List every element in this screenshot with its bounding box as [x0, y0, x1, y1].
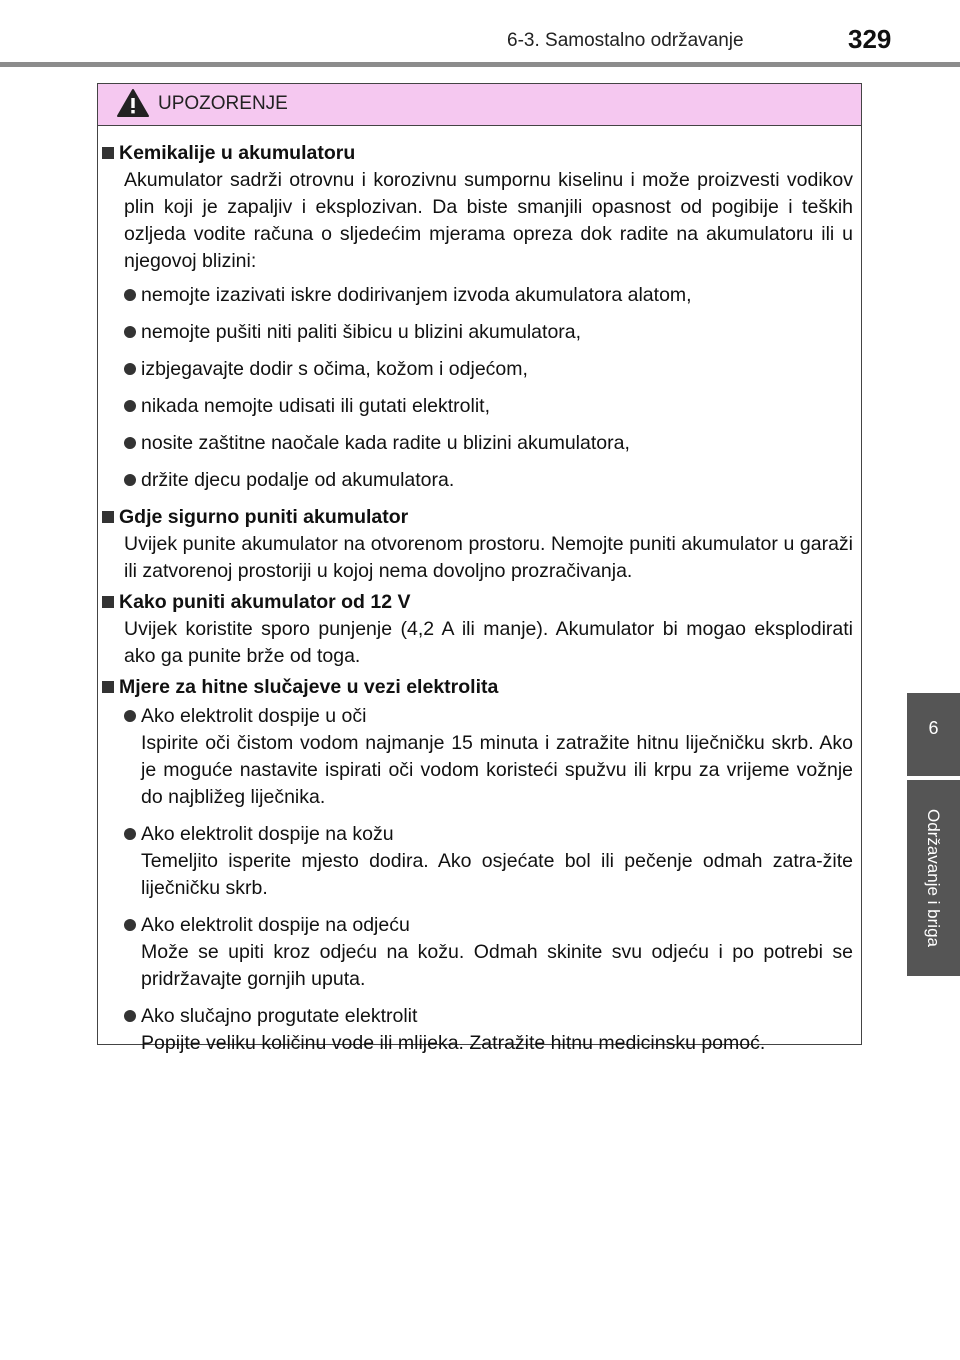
warning-title: UPOZORENJE [158, 93, 288, 114]
header-divider [0, 62, 960, 67]
circle-bullet-icon [124, 919, 136, 931]
section-paragraph: Akumulator sadrži otrovnu i korozivnu sumpornu kiselinu i može proizvesti vodikov plin koji je zapaljiv i eksplozivan. Da biste smanjili opasnost od pogibije i teških ozljeda vodite računa o sljedećim mjerama opreza dok radite na akumulatoru ili u njegovoj blizini: [124, 169, 853, 272]
section-how-to-charge [102, 589, 853, 670]
square-bullet-icon [102, 147, 114, 159]
section-heading: Mjere za hitne slučajeve u vezi elektrolita [102, 674, 853, 701]
chapter-tab [907, 780, 960, 976]
square-bullet-icon [102, 596, 114, 608]
warning-triangle-icon [116, 88, 150, 118]
circle-bullet-icon [124, 474, 136, 486]
list-item: Ako elektrolit dospije u oči Ispirite oči čistom vodom najmanje 15 minuta i zatražite hitnu liječničku skrb. Ako je moguće nastavite ispirati oči vodom koristeći spužvu ili krpu za vrijeme vožnje do najbližeg liječnika. [124, 703, 853, 811]
list-item: Ako slučajno progutate elektrolit Popijte veliku količinu vode ili mlijeka. Zatražite hitnu medicinsku pomoć. [124, 1003, 853, 1057]
section-heading: Kemikalije u akumulatoru [102, 140, 853, 167]
circle-bullet-icon [124, 363, 136, 375]
list-item: nosite zaštitne naočale kada radite u blizini akumulatora, [124, 430, 853, 457]
section-heading: Gdje sigurno puniti akumulator [102, 504, 853, 531]
bullet-list [102, 282, 853, 494]
warning-body [98, 127, 861, 1054]
section-battery-chemicals [102, 140, 853, 494]
warning-box [97, 83, 862, 1054]
section-paragraph: Uvijek punite akumulator na otvorenom prostoru. Nemojte puniti akumulator u garaži ili zatvorenoj prostoriji u kojoj nema dovoljno prozračivanja. [124, 533, 853, 582]
circle-bullet-icon [124, 710, 136, 722]
warning-header [98, 84, 861, 126]
section-electrolyte-emergency [102, 674, 853, 1057]
section-heading: Kako puniti akumulator od 12 V [102, 589, 853, 616]
section-title: 6-3. Samostalno održavanje [507, 30, 744, 51]
chapter-tab-label: Održavanje i briga [924, 809, 943, 947]
list-item: izbjegavajte dodir s očima, kožom i odjećom, [124, 356, 853, 383]
circle-bullet-icon [124, 326, 136, 338]
section-safe-charging-location [102, 504, 853, 585]
bullet-list [102, 703, 853, 1057]
page-number: 329 [848, 24, 892, 54]
circle-bullet-icon [124, 828, 136, 840]
circle-bullet-icon [124, 289, 136, 301]
section-paragraph: Uvijek koristite sporo punjenje (4,2 A ili manje). Akumulator bi mogao eksplodirati ako ga punite brže od toga. [124, 618, 853, 667]
circle-bullet-icon [124, 1010, 136, 1022]
list-item: Ako elektrolit dospije na odjeću Može se upiti kroz odjeću na kožu. Odmah skinite svu odjeću i po potrebi se pridržavajte gornjih uputa. [124, 912, 853, 993]
list-item: nemojte izazivati iskre dodirivanjem izvoda akumulatora alatom, [124, 282, 853, 309]
circle-bullet-icon [124, 437, 136, 449]
list-item: Ako elektrolit dospije na kožu Temeljito isperite mjesto dodira. Ako osjećate bol ili pečenje odmah zatra-žite liječničku skrb. [124, 821, 853, 902]
list-item: držite djecu podalje od akumulatora. [124, 467, 853, 494]
square-bullet-icon [102, 511, 114, 523]
circle-bullet-icon [124, 400, 136, 412]
square-bullet-icon [102, 681, 114, 693]
chapter-tab-number: 6 [907, 693, 960, 776]
list-item: nemojte pušiti niti paliti šibicu u blizini akumulatora, [124, 319, 853, 346]
list-item: nikada nemojte udisati ili gutati elektrolit, [124, 393, 853, 420]
